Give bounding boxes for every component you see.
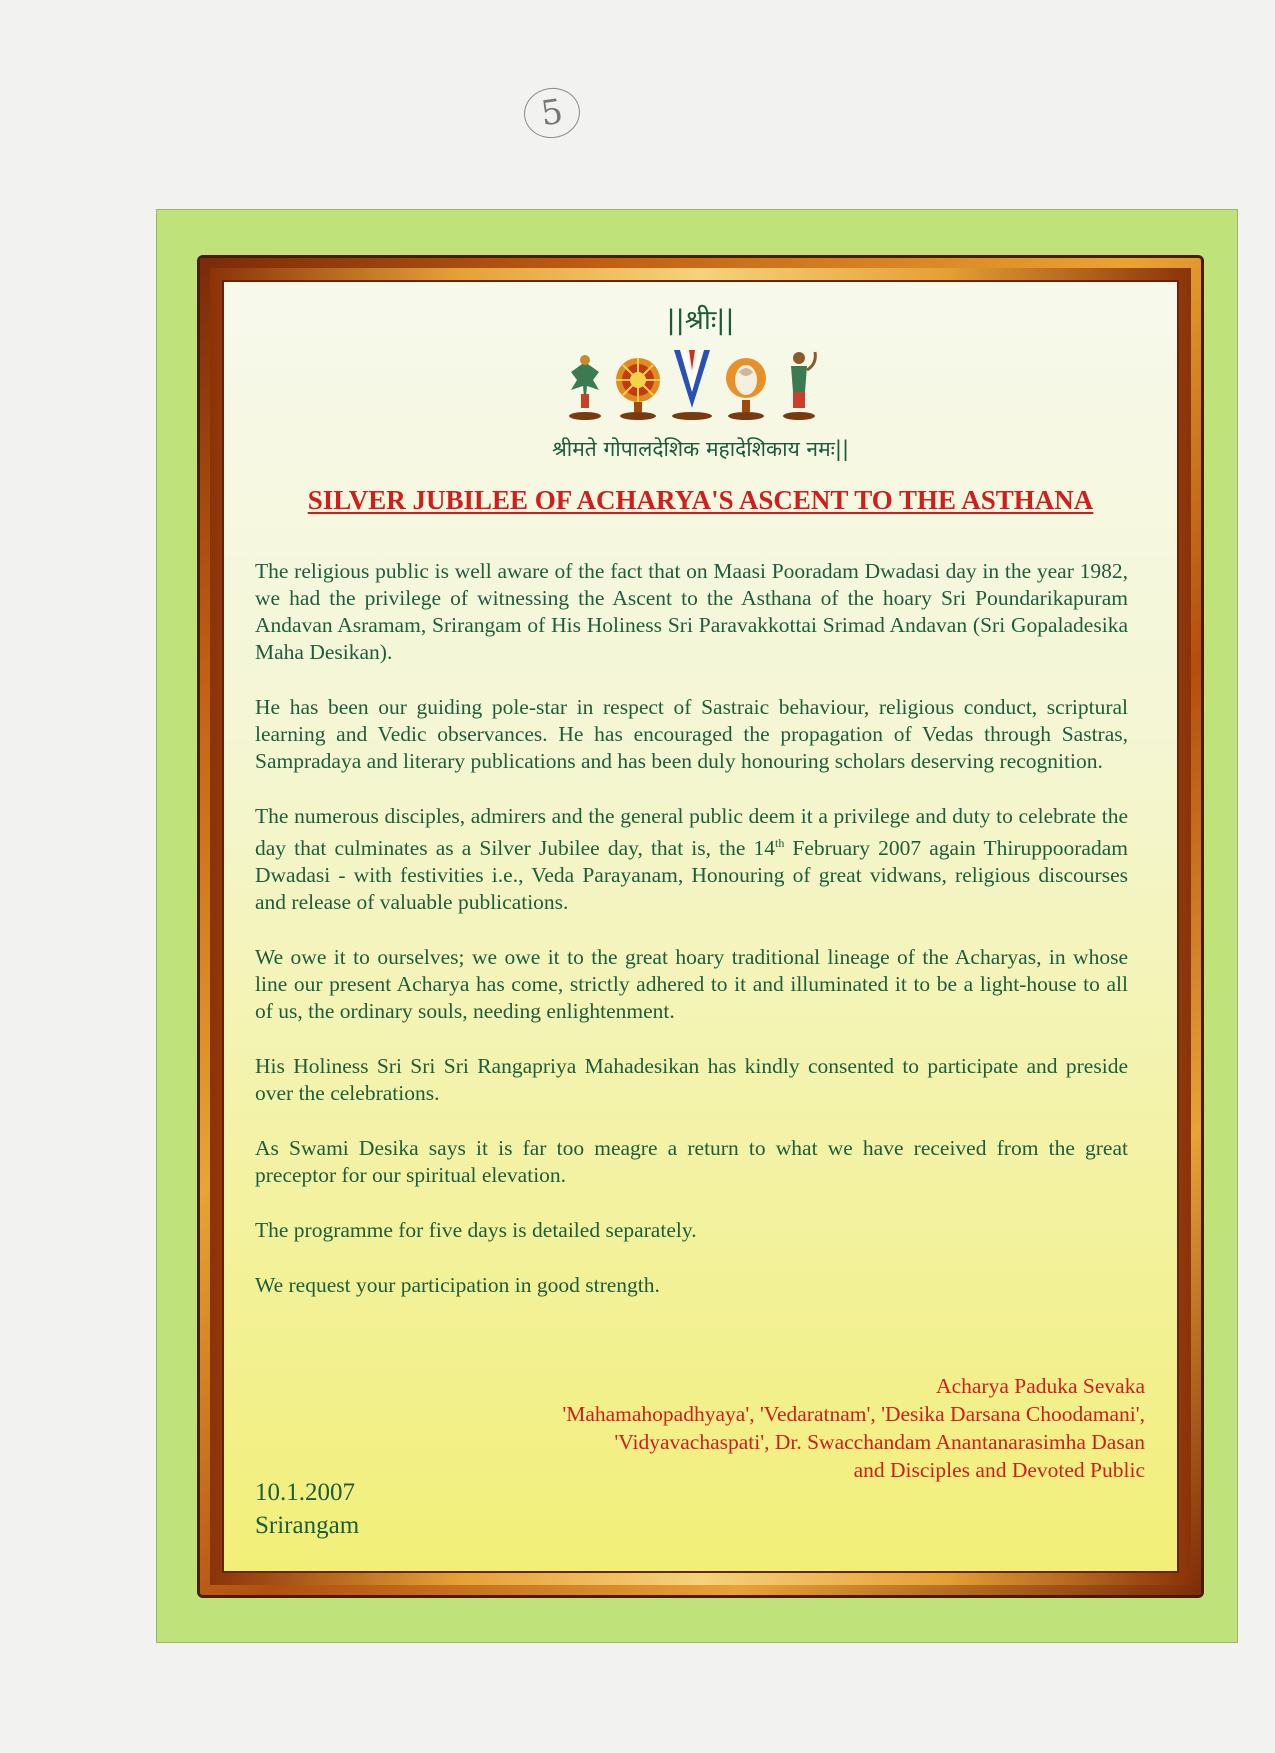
paragraph-3-start: The numerous disciples, admirers and the general public deem it a privilege and duty to celebrate the day that culminates as a Silver Jubilee day, that is, the 14 <box>255 804 1128 861</box>
sampradaya-emblem <box>563 342 821 422</box>
paragraph-8: We request your participation in good strength. <box>255 1273 660 1298</box>
signature-line-3: 'Vidyavachaspati', Dr. Swacchandam Anantanarasimha Dasan <box>614 1430 1145 1454</box>
sri-invocation: ||श्रीः|| <box>666 305 735 336</box>
signature-line-4: and Disciples and Devoted Public <box>853 1458 1145 1482</box>
ordinal-suffix: th <box>774 836 785 850</box>
sanskrit-salutation: श्रीमते गोपालदेशिक महादेशिकाय नमः|| <box>551 437 850 461</box>
chakra-icon <box>616 358 660 412</box>
handwritten-page-number: 5 <box>521 84 583 141</box>
namam-icon <box>674 350 710 408</box>
hanuman-icon <box>791 352 815 408</box>
letter-date: 10.1.2007 <box>255 1479 355 1506</box>
ornamental-frame-inner <box>210 268 1191 1585</box>
paragraph-7: The programme for five days is detailed separately. <box>255 1218 697 1243</box>
paragraph-3 <box>255 803 1128 916</box>
invitation-content <box>222 280 1179 1573</box>
paragraph-5: His Holiness Sri Sri Sri Rangapriya Mahadesikan has kindly consented to participate and preside over the celebrations. <box>255 1054 1128 1106</box>
paragraph-6: As Swami Desika says it is far too meagre a return to what we have received from the great preceptor for our spiritual elevation. <box>255 1136 1128 1188</box>
signature-line-1: Acharya Paduka Sevaka <box>936 1374 1145 1398</box>
signature-line-2: 'Mahamahopadhyaya', 'Vedaratnam', 'Desika Darsana Choodamani', <box>562 1402 1145 1426</box>
letter-place: Srirangam <box>255 1512 360 1539</box>
paragraph-1: The religious public is well aware of the fact that on Maasi Pooradam Dwadasi day in the year 1982, we had the privilege of witnessing the Ascent to the Asthana of the hoary Sri Poundarikapuram Andavan Asramam, Srirangam of His Holiness Sri Paravakkottai Srimad Andavan (Sri Gopaladesika Maha Desikan). <box>255 559 1128 664</box>
page-title: SILVER JUBILEE OF ACHARYA'S ASCENT TO THE ASTHANA <box>307 485 1094 515</box>
paragraph-4: We owe it to ourselves; we owe it to the great hoary traditional lineage of the Acharyas, in whose line our present Acharya has come, strictly adhered to it and illuminated it to be a light-house to all of us, the ordinary souls, needing enlightenment. <box>255 945 1128 1024</box>
signature-block <box>325 1372 1145 1484</box>
garuda-icon <box>571 355 599 408</box>
ornamental-frame <box>200 258 1201 1595</box>
paragraph-3-end: February 2007 again Thiruppooradam Dwadasi - with festivities i.e., Veda Parayanam, Honouring of great vidwans, religious discourses and release of valuable publications. <box>255 836 1128 915</box>
date-place-block <box>255 1476 359 1542</box>
paragraph-2: He has been our guiding pole-star in respect of Sastraic behaviour, religious conduct, scriptural learning and Vedic observances. He has encouraged the propagation of Vedas through Sastras, Sampradaya and literary publications and has been duly honouring scholars deserving recognition. <box>255 695 1128 773</box>
conch-icon <box>726 358 766 412</box>
letter-body <box>255 558 1128 1327</box>
green-background-panel <box>156 209 1238 1643</box>
